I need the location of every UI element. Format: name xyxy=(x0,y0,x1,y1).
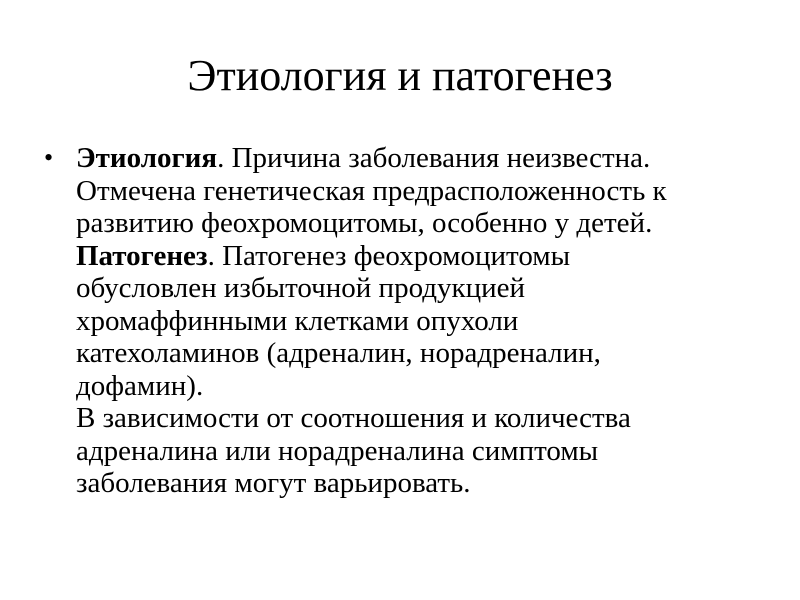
text-line-7: катехоламинов (адреналин, норадреналин, xyxy=(76,337,601,369)
slide-title: Этиология и патогенез xyxy=(187,51,613,100)
bullet-item xyxy=(44,142,744,500)
text-line-3: развитию феохромоцитомы, особенно у детей. xyxy=(76,207,653,239)
text-line-1 xyxy=(76,142,744,175)
text-line-9: В зависимости от соотношения и количества xyxy=(76,402,631,434)
text-line-8: дофамин). xyxy=(76,369,204,402)
pathogenesis-term: Патогенез xyxy=(76,239,208,272)
text-line-5: обусловлен избыточной продукцией xyxy=(76,272,526,304)
bullet-text xyxy=(76,142,744,500)
text-line-11: заболевания могут варьировать. xyxy=(76,467,471,499)
slide-body xyxy=(44,142,744,500)
etiology-term: Этиология xyxy=(76,142,218,174)
text-line-2: Отмечена генетическая предрасположенность к xyxy=(76,174,667,207)
text-line-4 xyxy=(76,240,744,273)
etiology-line1-rest: . Причина заболевания неизвестна. xyxy=(217,142,651,174)
text-line-10: адреналина или норадреналина симптомы xyxy=(76,434,599,467)
bullet-marker: • xyxy=(44,143,54,172)
text-line-6: хромаффинными клетками опухоли xyxy=(76,304,519,337)
pathogenesis-line4-rest: . Патогенез феохромоцитомы xyxy=(207,239,571,272)
